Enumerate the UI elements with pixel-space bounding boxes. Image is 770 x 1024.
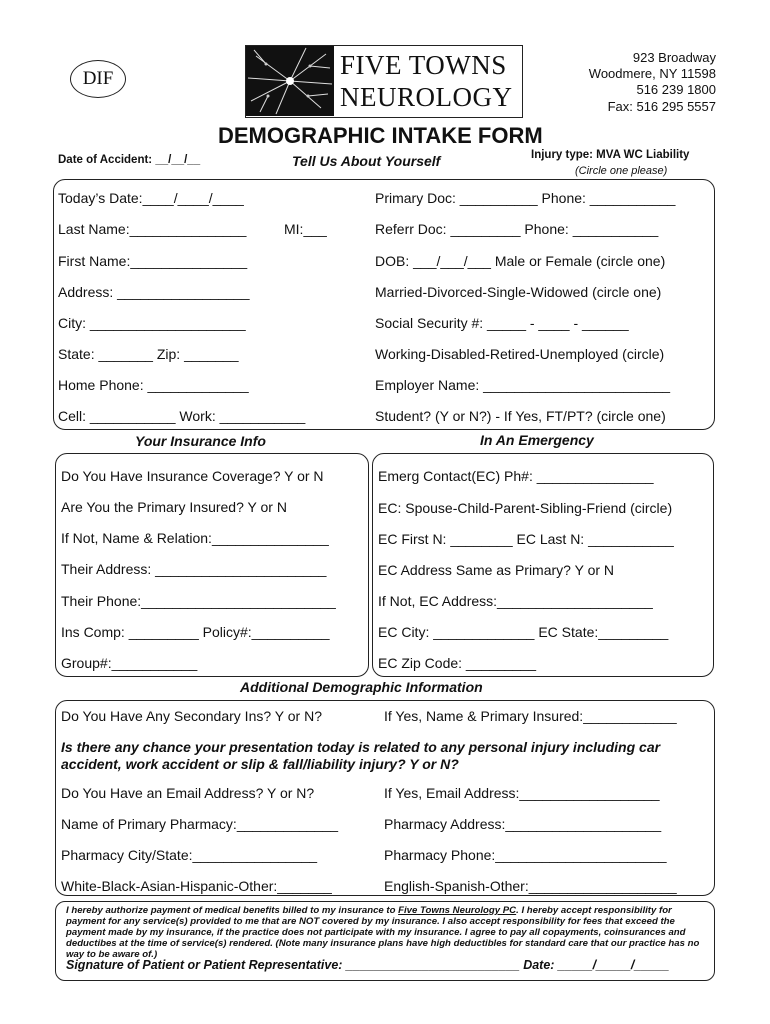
section-heading-additional: Additional Demographic Information	[240, 679, 483, 695]
section-heading-about-you: Tell Us About Yourself	[292, 153, 441, 169]
primary-insured-field[interactable]: Are You the Primary Insured? Y or N	[61, 499, 287, 515]
insured-address-field[interactable]: Their Address: ______________________	[61, 561, 327, 577]
authorization-text-end: . I hereby accept responsibility for payment for any service(s) provided to me that are NOT covered by my insurance. I also accept responsibility for fees that exceed the payment made by my insurance, if the practice does not participate with my insurance. I agree to pay all copayments, coinsurances and deductibes at the time of service(s) rendered. (Note many insurance plans have high deductibles for standard care that our practice has no way to be aware of.)	[66, 905, 700, 960]
student-field[interactable]: Student? (Y or N?) - If Yes, FT/PT? (circle one)	[375, 408, 666, 424]
insured-name-relation-field[interactable]: If Not, Name & Relation:_______________	[61, 530, 329, 546]
ec-relation-field[interactable]: EC: Spouse-Child-Parent-Sibling-Friend (circle)	[378, 500, 673, 516]
state-zip-field[interactable]: State: _______ Zip: _______	[58, 346, 239, 362]
marital-status-field[interactable]: Married-Divorced-Single-Widowed (circle one)	[375, 284, 662, 300]
referring-doc-field[interactable]: Referr Doc: _________ Phone: ___________	[375, 221, 659, 237]
ec-phone-field[interactable]: Emerg Contact(EC) Ph#: _______________	[378, 468, 654, 484]
circle-one-note: (Circle one please)	[575, 165, 668, 177]
authorization-text-start: I hereby authorize payment of medical benefits billed to my insurance to	[66, 905, 399, 916]
primary-doc-field[interactable]: Primary Doc: __________ Phone: ___________	[375, 190, 676, 206]
group-number-field[interactable]: Group#:___________	[61, 655, 198, 671]
ec-name-field[interactable]: EC First N: ________ EC Last N: ___________	[378, 531, 674, 547]
secondary-ins-name-field[interactable]: If Yes, Name & Primary Insured:____________	[384, 708, 677, 724]
ssn-field[interactable]: Social Security #: _____ - ____ - ______	[375, 315, 629, 331]
ethnicity-field[interactable]: White-Black-Asian-Hispanic-Other:_______	[61, 878, 332, 894]
cell-work-field[interactable]: Cell: ___________ Work: ___________	[58, 408, 306, 424]
practice-fax: Fax: 516 295 5557	[607, 99, 716, 114]
pharmacy-address-field[interactable]: Pharmacy Address:____________________	[384, 816, 662, 832]
insured-phone-field[interactable]: Their Phone:_________________________	[61, 593, 336, 609]
neuron-logo-icon	[246, 46, 334, 116]
address-line-1: 923 Broadway	[632, 50, 716, 65]
email-address-field[interactable]: If Yes, Email Address:__________________	[384, 785, 660, 801]
dif-badge: DIF	[70, 60, 126, 98]
injury-type[interactable]: Injury type: MVA WC Liability	[531, 149, 690, 161]
mi-field[interactable]: MI:___	[284, 221, 327, 237]
signature-line[interactable]: Signature of Patient or Patient Representative: _________________________ Date: _____/_____/_____	[66, 958, 670, 972]
pharmacy-phone-field[interactable]: Pharmacy Phone:______________________	[384, 847, 667, 863]
home-phone-field[interactable]: Home Phone: _____________	[58, 377, 249, 393]
logo-line-1: FIVE TOWNS	[340, 50, 507, 80]
email-question[interactable]: Do You Have an Email Address? Y or N?	[61, 785, 315, 801]
practice-name: Five Towns Neurology PC	[398, 905, 517, 916]
form-title: DEMOGRAPHIC INTAKE FORM	[218, 123, 543, 148]
ec-address-same-field[interactable]: EC Address Same as Primary? Y or N	[378, 562, 615, 578]
address-line-2: Woodmere, NY 11598	[588, 66, 716, 81]
city-field[interactable]: City: ____________________	[58, 315, 246, 331]
first-name-field[interactable]: First Name:_______________	[58, 253, 248, 269]
ec-address-field[interactable]: If Not, EC Address:____________________	[378, 593, 653, 609]
personal-injury-question[interactable]: Is there any chance your presentation today is related to any personal injury including car accident, work accident or slip & fall/liability injury? Y or N?	[61, 739, 661, 772]
section-heading-emergency: In An Emergency	[480, 432, 594, 448]
last-name-field[interactable]: Last Name:_______________	[58, 221, 247, 237]
ec-city-state-field[interactable]: EC City: _____________ EC State:_________	[378, 624, 669, 640]
date-of-accident[interactable]: Date of Accident: __/__/__	[58, 154, 201, 166]
logo-line-2: NEUROLOGY	[340, 82, 513, 112]
insurance-coverage-field[interactable]: Do You Have Insurance Coverage? Y or N	[61, 468, 324, 484]
address-field[interactable]: Address: _________________	[58, 284, 250, 300]
secondary-ins-field[interactable]: Do You Have Any Secondary Ins? Y or N?	[61, 708, 322, 724]
practice-logo	[245, 45, 523, 118]
language-field[interactable]: English-Spanish-Other:___________________	[384, 878, 677, 894]
todays-date-field[interactable]: Today’s Date:____/____/____	[58, 190, 244, 206]
dob-gender-field[interactable]: DOB: ___/___/___ Male or Female (circle one)	[375, 253, 666, 269]
practice-phone: 516 239 1800	[636, 82, 716, 97]
section-heading-insurance: Your Insurance Info	[135, 433, 266, 449]
ec-zip-field[interactable]: EC Zip Code: _________	[378, 655, 536, 671]
pharmacy-name-field[interactable]: Name of Primary Pharmacy:_____________	[61, 816, 339, 832]
employment-status-field[interactable]: Working-Disabled-Retired-Unemployed (circle)	[375, 346, 665, 362]
ins-comp-policy-field[interactable]: Ins Comp: _________ Policy#:__________	[61, 624, 330, 640]
authorization-text	[66, 905, 706, 960]
employer-name-field[interactable]: Employer Name: ________________________	[375, 377, 671, 393]
pharmacy-city-state-field[interactable]: Pharmacy City/State:________________	[61, 847, 318, 863]
